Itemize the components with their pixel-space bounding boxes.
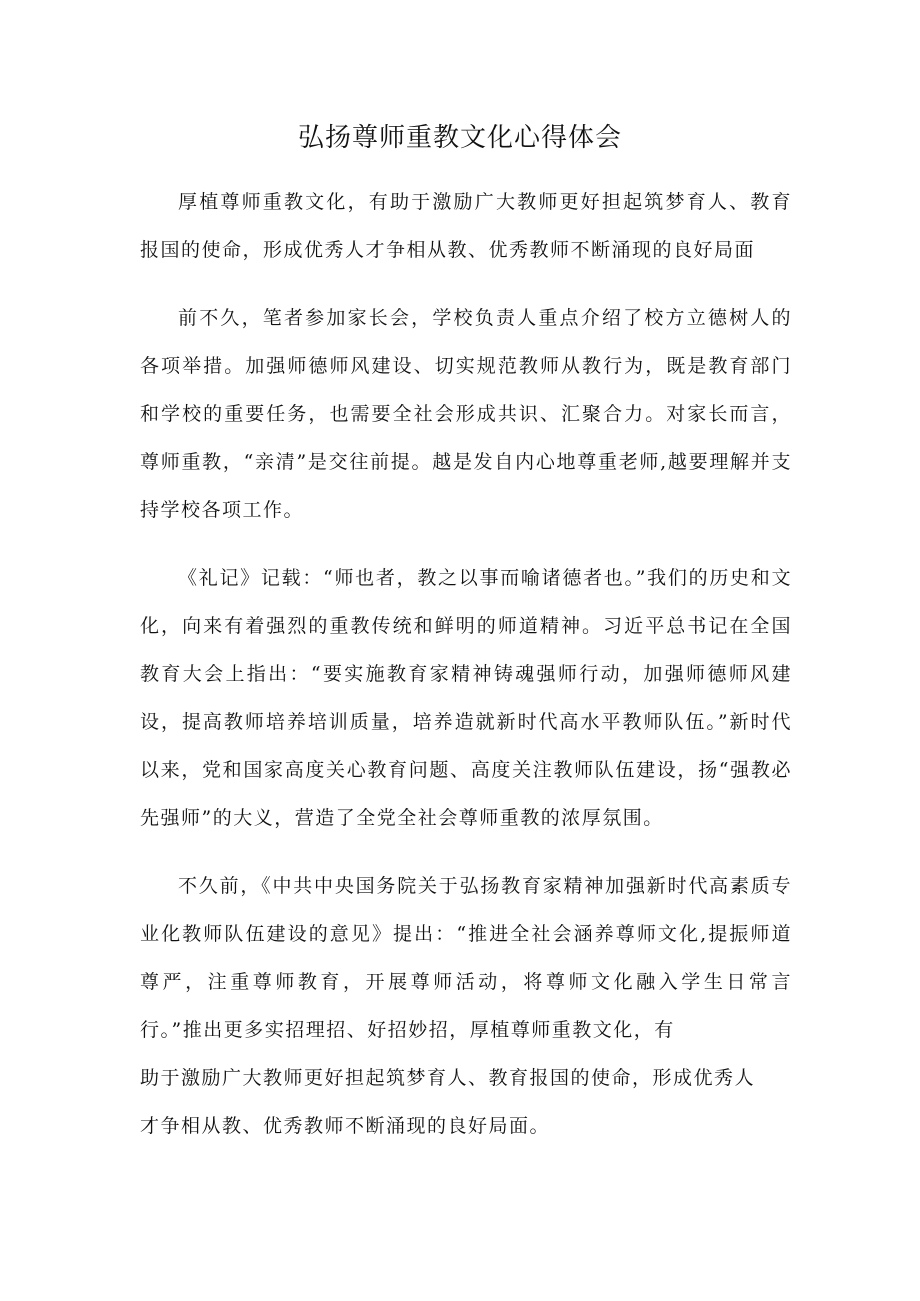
paragraph-3: 《礼记》记载：“师也者，教之以事而喻诸德者也。”我们的历史和文化，向来有着强烈的重教传统和鲜明的师道精神。习近平总书记在全国教育大会上指出：“要实施教育家精神铸魂强师行动，加强师德师风建设，提高教师培养培训质量，培养造就新时代高水平教师队伍。”新时代以来，党和国家高度关心教育问题、高度关注教师队伍建设，扬“强教必先强师”的大义，营造了全党全社会尊师重教的浓厚氛围。	[140, 567, 792, 829]
paragraph-4-continuation-line-2: 才争相从教、优秀教师不断涌现的良好局面。	[140, 1115, 551, 1137]
document-title: 弘扬尊师重教文化心得体会	[297, 123, 622, 153]
paragraph-2: 前不久，笔者参加家长会，学校负责人重点介绍了校方立德树人的各项举措。加强师德师风建设、切实规范教师从教行为，既是教育部门和学校的重要任务，也需要全社会形成共识、汇聚合力。对家长而言，尊师重教，“亲清”是交往前提。越是发自内心地尊重老师,越要理解并支持学校各项工作。	[140, 307, 792, 521]
paragraph-1: 厚植尊师重教文化，有助于激励广大教师更好担起筑梦育人、教育报国的使命，形成优秀人才争相从教、优秀教师不断涌现的良好局面	[140, 191, 792, 261]
paragraph-4: 不久前，《中共中央国务院关于弘扬教育家精神加强新时代高素质专业化教师队伍建设的意见》提出：“推进全社会涵养尊师文化,提振师道尊严，注重尊师教育，开展尊师活动，将尊师文化融入学生日常言行。”推出更多实招理招、好招妙招，厚植尊师重教文化，有	[140, 875, 792, 1041]
paragraph-4-continuation-line-1: 助于激励广大教师更好担起筑梦育人、教育报国的使命，形成优秀人	[140, 1067, 756, 1089]
